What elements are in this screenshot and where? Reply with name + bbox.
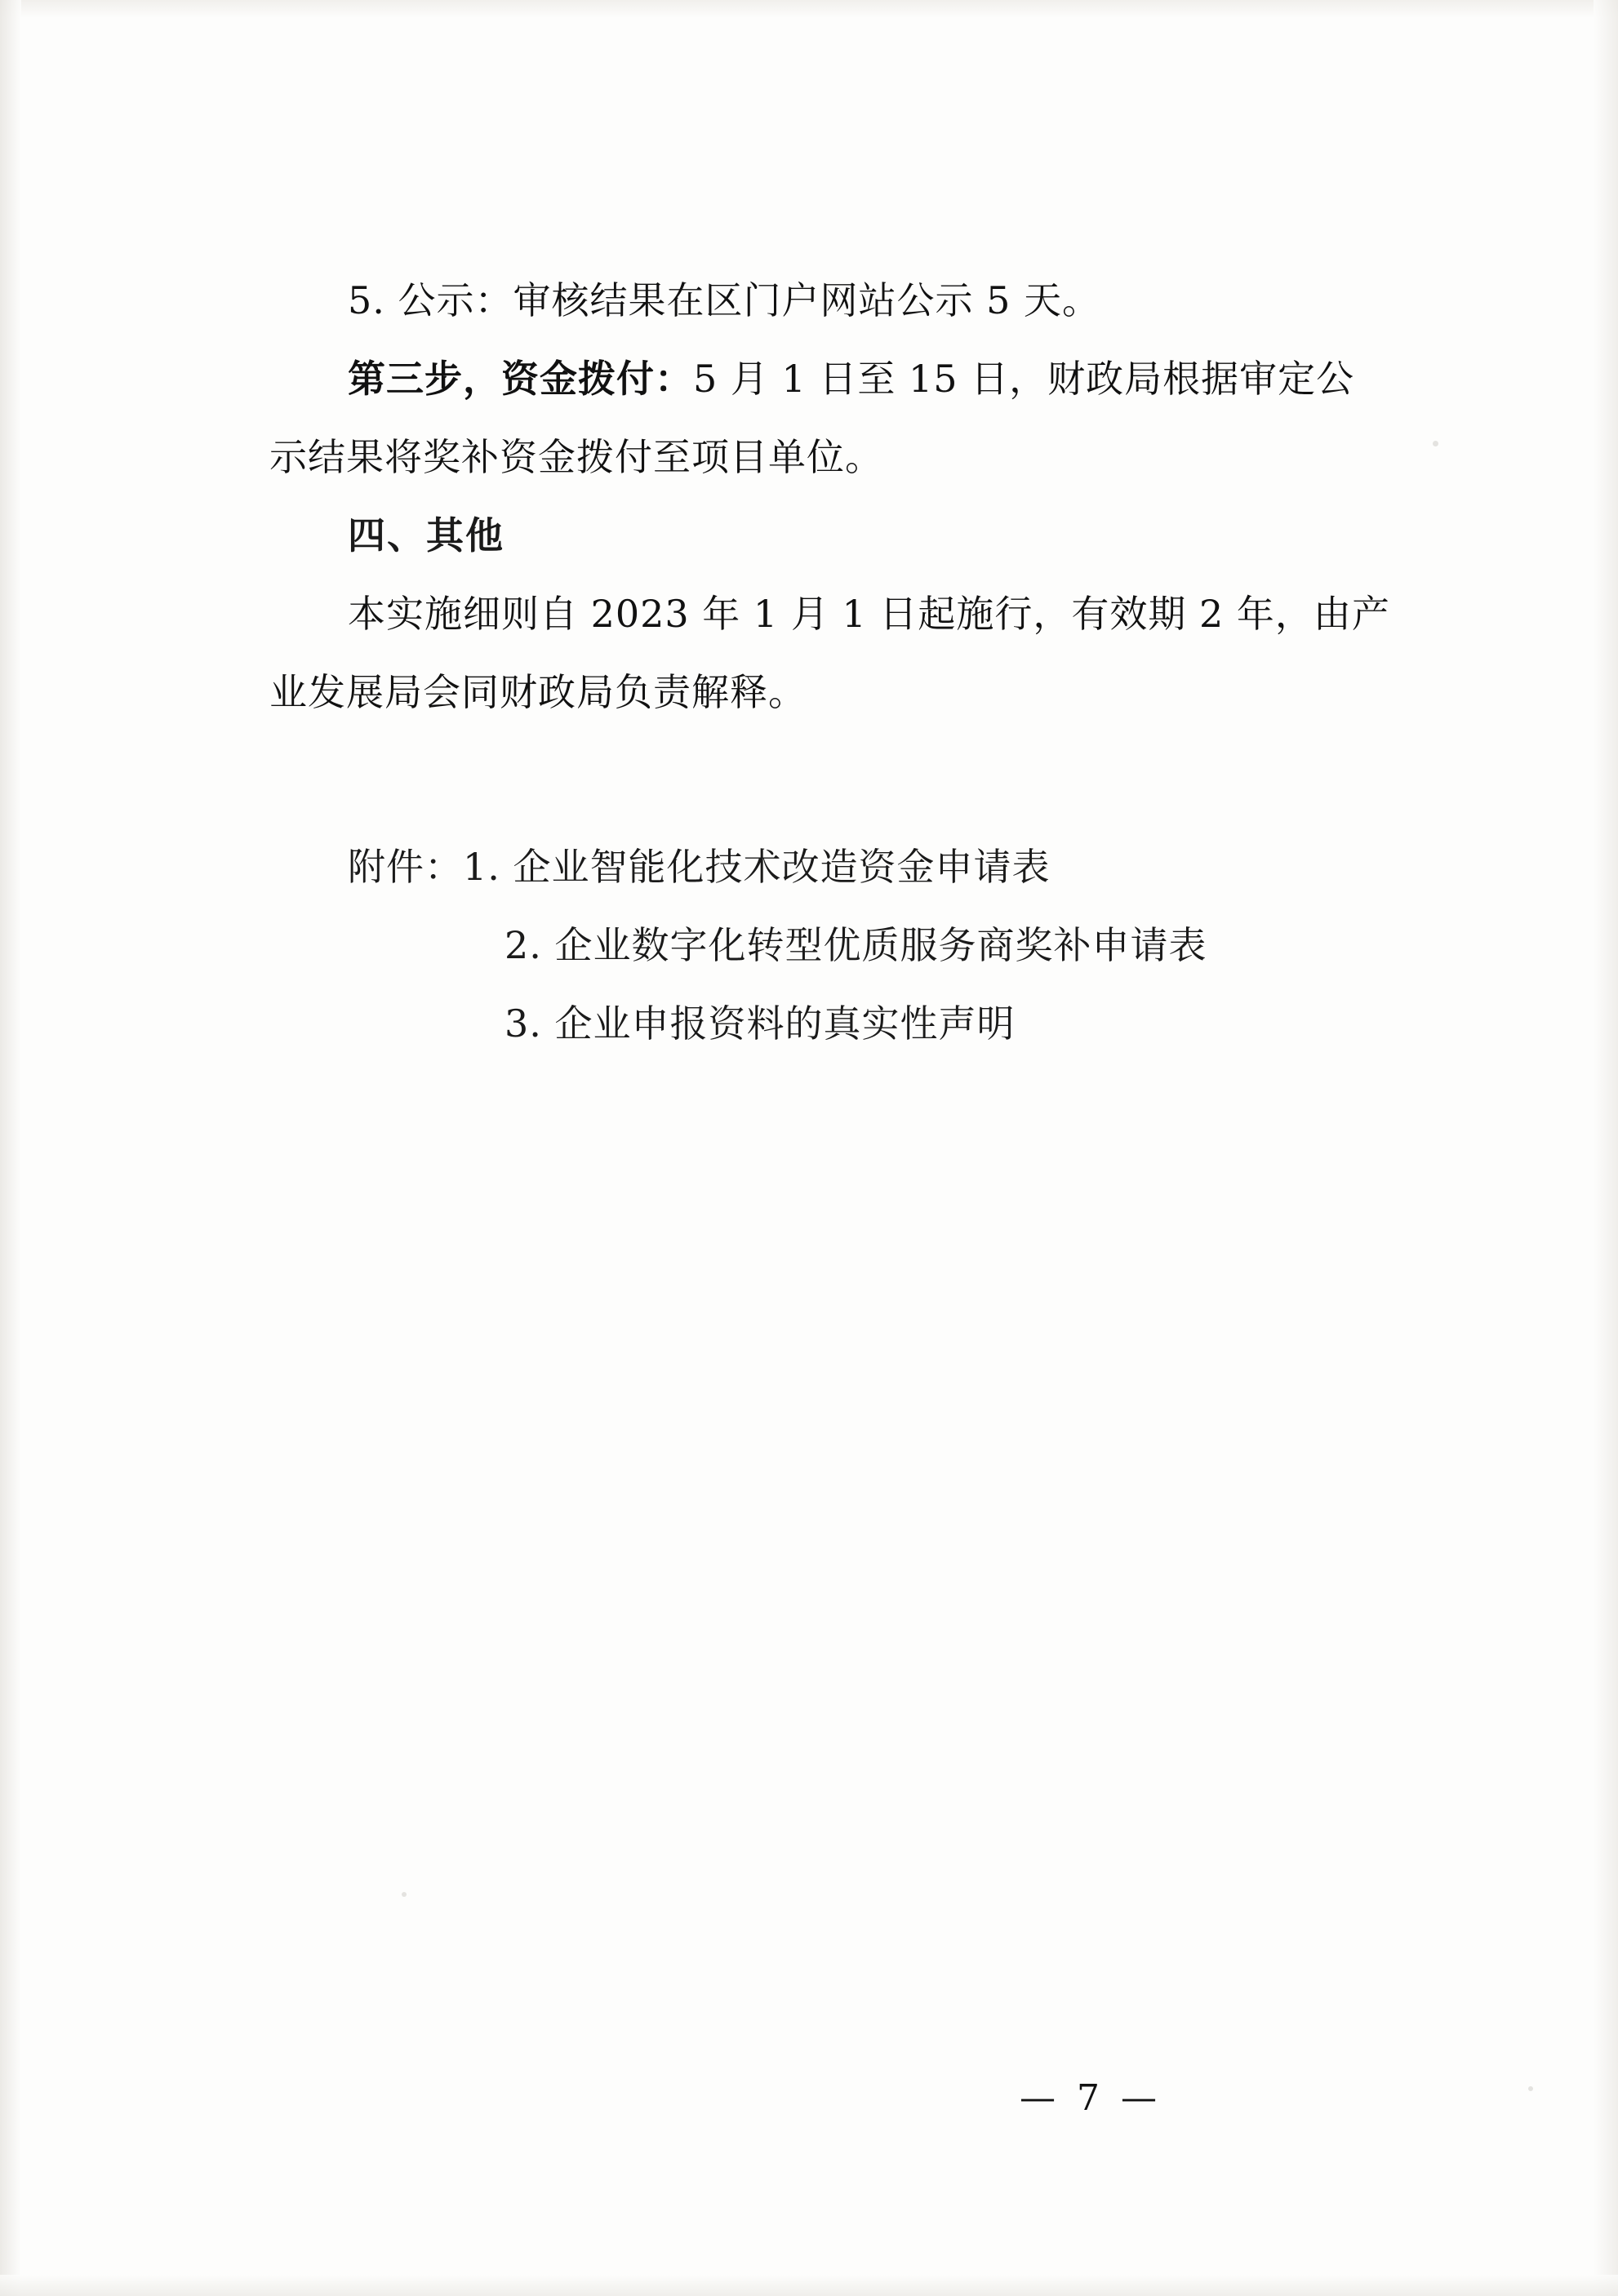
paragraph-effective-date: 本实施细则自 2023 年 1 月 1 日起施行，有效期 2 年，由产 [348, 592, 1390, 636]
attachment-item-2: 2. 企业数字化转型优质服务商奖补申请表 [505, 923, 1207, 967]
paragraph-spacer [269, 731, 1412, 828]
paragraph-effective-date-continued: 业发展局会同财政局负责解释。 [269, 670, 807, 714]
attachment-item-3: 3. 企业申报资料的真实性声明 [505, 1001, 1016, 1046]
scan-edge-left [0, 0, 21, 2296]
scan-speck [1433, 441, 1438, 446]
page-number: — 7 — [1020, 2077, 1162, 2119]
step-three-label: 第三步，资金拨付： [348, 357, 693, 401]
attachments-block [269, 828, 1412, 1063]
document-text-body [269, 261, 1412, 1063]
step-three-text: 5 月 1 日至 15 日，财政局根据审定公 [693, 357, 1355, 401]
paragraph-funding-step [269, 340, 1412, 418]
paragraph-funding-step-continued: 示结果将奖补资金拨付至项目单位。 [269, 435, 883, 479]
section-heading-other: 四、其他 [348, 513, 505, 557]
paragraph-publicity: 5. 公示：审核结果在区门户网站公示 5 天。 [348, 278, 1101, 322]
attachment-item-1: 附件：1. 企业智能化技术改造资金申请表 [348, 845, 1051, 889]
scan-speck [402, 1892, 407, 1897]
scan-edge-top [0, 0, 1618, 18]
scan-edge-bottom [0, 2275, 1618, 2296]
scan-edge-right [1594, 0, 1618, 2296]
